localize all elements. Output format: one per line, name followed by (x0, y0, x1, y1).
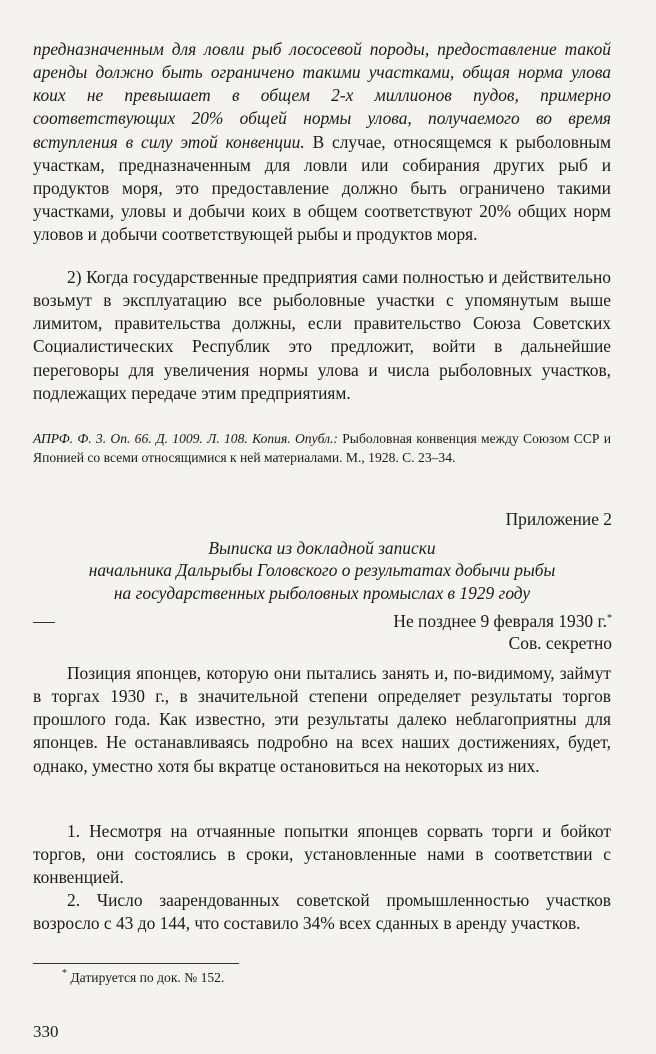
continuation-paragraph (33, 38, 611, 246)
clause-2-paragraph: 2) Когда государственные предприятия сами полностью и действительно возьмут в эксплуатацию все рыболовные участки с упомянутым выше лимитом, правительства должны, если правительство Союза Советских Социалистических Республик это предложит, войти в дальнейшие переговоры для увеличения нормы улова и числа рыболовных участков, подлежащих передаче этим предприятиям. (33, 267, 611, 403)
body-paragraph-2: 1. Несмотря на отчаянные попытки японцев сорвать торги и бойкот торгов, они состоялись в сроки, установленные нами в соответствии с конвенцией. (33, 821, 611, 888)
body-paragraph-1: Позиция японцев, которую они пытались занять и, по-видимому, займут в торгах 1930 г., в значительной степени определяет результаты торгов прошлого года. Как известно, эти результаты далеко неблагоприятны для японцев. Не останавливаясь подробно на всех наших достижениях, будет, однако, уместно хотя бы вкратце остановиться на некоторых из них. (33, 663, 611, 776)
date-text: Не позднее 9 февраля 1930 г. (393, 611, 607, 631)
source-citation (33, 430, 611, 467)
footnote-marker: * (607, 613, 612, 624)
appendix-label: Приложение 2 (505, 509, 612, 529)
classification-label: Сов. секретно (508, 633, 612, 653)
title-line-3: на государственных рыболовных промыслах в 1929 году (113, 582, 531, 603)
page-number: 330 (33, 1022, 59, 1041)
title-line-2: начальника Дальрыбы Головского о результатах добычи рыбы (88, 560, 556, 581)
short-rule (33, 622, 55, 623)
footnote-rule (33, 963, 239, 964)
footnote-marker-bottom: * (62, 968, 67, 979)
body-paragraph-3: 2. Число заарендованных советской промышленностью участков возросло с 43 до 144, что составило 34% всех сданных в аренду участков. (33, 890, 611, 934)
document-title (33, 537, 611, 604)
source-archive-ref: АПРФ. Ф. 3. Оп. 66. Д. 1009. Л. 108. Копия. Опубл.: (33, 431, 338, 446)
title-line-1: Выписка из докладной записки (208, 538, 436, 558)
continuation-regular-text: В случае, относящемся к рыболовным участкам, предназначенным для ловли или собирания других рыб и продуктов моря, это предоставление должно быть ограничено такими участками, уловы и добычи коих в общем соответствуют 20% общих норм уловов и добычи соответствующей рыбы и продуктов моря. (33, 131, 611, 245)
source-publication: Рыболовная конвенция между Союзом ССР и Японией со всеми относящимися к ней материалами. М., 1928. С. 23–34. (33, 431, 611, 465)
date-line (393, 610, 612, 633)
footnote (62, 969, 224, 987)
footnote-text: Датируется по док. № 152. (70, 970, 225, 985)
continuation-italic-text: предназначенным для ловли рыб лососевой породы, предоставление такой аренды должно быть ограничено такими участками, общая норма улова коих не превышает в общем 2-х миллионов пудов, примерно соответствующих 20% общей нормы улова, получаемого во время вступления в силу этой конвенции. (33, 39, 611, 152)
